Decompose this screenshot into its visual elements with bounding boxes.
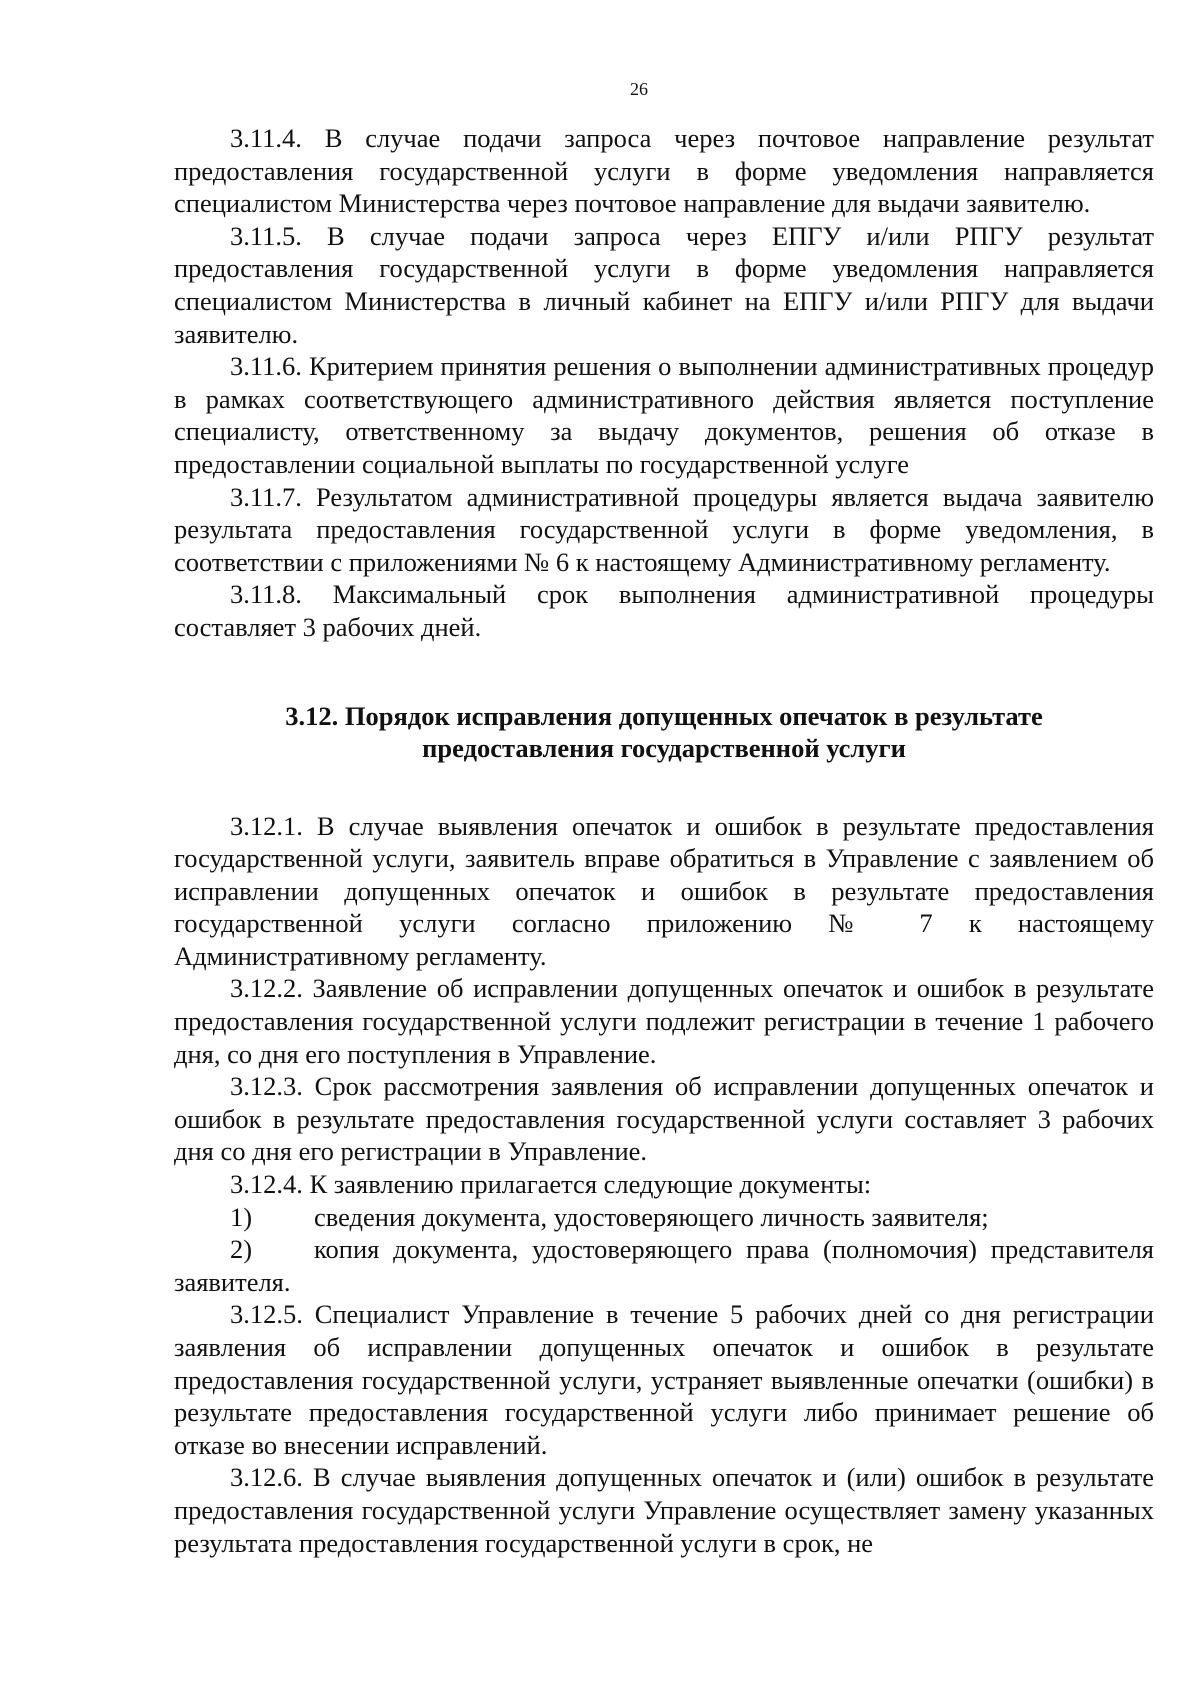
paragraph-3-12-4: 3.12.4. К заявлению прилагается следующие документы: [230, 1169, 872, 1200]
list-item-number: 1) [230, 1201, 253, 1232]
paragraph-3-11-8: 3.11.8. Максимальный срок выполнения административной процедуры составляет 3 рабочих дней. [174, 579, 1154, 642]
paragraph-3-12-1: 3.12.1. В случае выявления опечаток и ошибок в результате предоставления государственной услуги, заявитель вправе обратиться в Управление с заявлением об исправлении допущенных опечаток и ошибок в результате предоставления государственной услуги согласно приложению № 7 к настоящему Административному регламенту. [174, 810, 1154, 971]
list-item-text: сведения документа, удостоверяющего личность заявителя; [314, 1201, 989, 1232]
paragraph-3-12-6: 3.12.6. В случае выявления допущенных опечаток и (или) ошибок в результате предоставления государственной услуги Управление осуществляет замену указанных результата предоставления государственной услуги в срок, не [174, 1462, 1154, 1558]
list-item-text: копия документа, удостоверяющего права (полномочия) представителя заявителя. [174, 1234, 1154, 1297]
paragraph-3-11-7: 3.11.7. Результатом административной процедуры является выдача заявителю результата предоставления государственной услуги в форме уведомления, в соответствии с приложениями № 6 к настоящему Административному регламенту. [174, 481, 1154, 577]
section-heading-line-1: 3.12. Порядок исправления допущенных опечаток в результате [285, 700, 1043, 731]
section-heading-line-2: предоставления государственной услуги [422, 732, 906, 763]
paragraph-3-12-2: 3.12.2. Заявление об исправлении допущенных опечаток и ошибок в результате предоставления государственной услуги подлежит регистрации в течение 1 рабочего дня, со дня его поступления в Управление. [174, 973, 1154, 1069]
list-item-number: 2) [230, 1234, 253, 1265]
list-item-2 [174, 1233, 1154, 1298]
paragraph-3-12-5: 3.12.5. Специалист Управление в течение 5 рабочих дней со дня регистрации заявления об исправлении допущенных опечаток и ошибок в результате предоставления государственной услуги, устраняет выявленные опечатки (ошибки) в результате предоставления государственной услуги либо принимает решение об отказе во внесении исправлений. [174, 1299, 1154, 1460]
paragraph-3-11-6: 3.11.6. Критерием принятия решения о выполнении административных процедур в рамках соответствующего административного действия является поступление специалисту, ответственному за выдачу документов, решения об отказе в предоставлении социальной выплаты по государственной услуге [174, 351, 1154, 479]
section-heading-3-12 [174, 700, 1154, 764]
paragraph-3-11-4: 3.11.4. В случае подачи запроса через почтовое направление результат предоставления государственной услуги в форме уведомления направляется специалистом Министерства через почтовое направление для выдачи заявителю. [174, 123, 1154, 219]
page-number: 26 [630, 79, 648, 99]
document-body [174, 122, 1154, 1559]
paragraph-3-11-5: 3.11.5. В случае подачи запроса через ЕПГУ и/или РПГУ результат предоставления государственной услуги в форме уведомления направляется специалистом Министерства в личный кабинет на ЕПГУ и/или РПГУ для выдачи заявителю. [174, 220, 1154, 349]
paragraph-3-12-3: 3.12.3. Срок рассмотрения заявления об исправлении допущенных опечаток и ошибок в результате предоставления государственной услуги составляет 3 рабочих дня со дня его регистрации в Управление. [174, 1071, 1154, 1167]
list-item-1 [174, 1201, 1154, 1234]
